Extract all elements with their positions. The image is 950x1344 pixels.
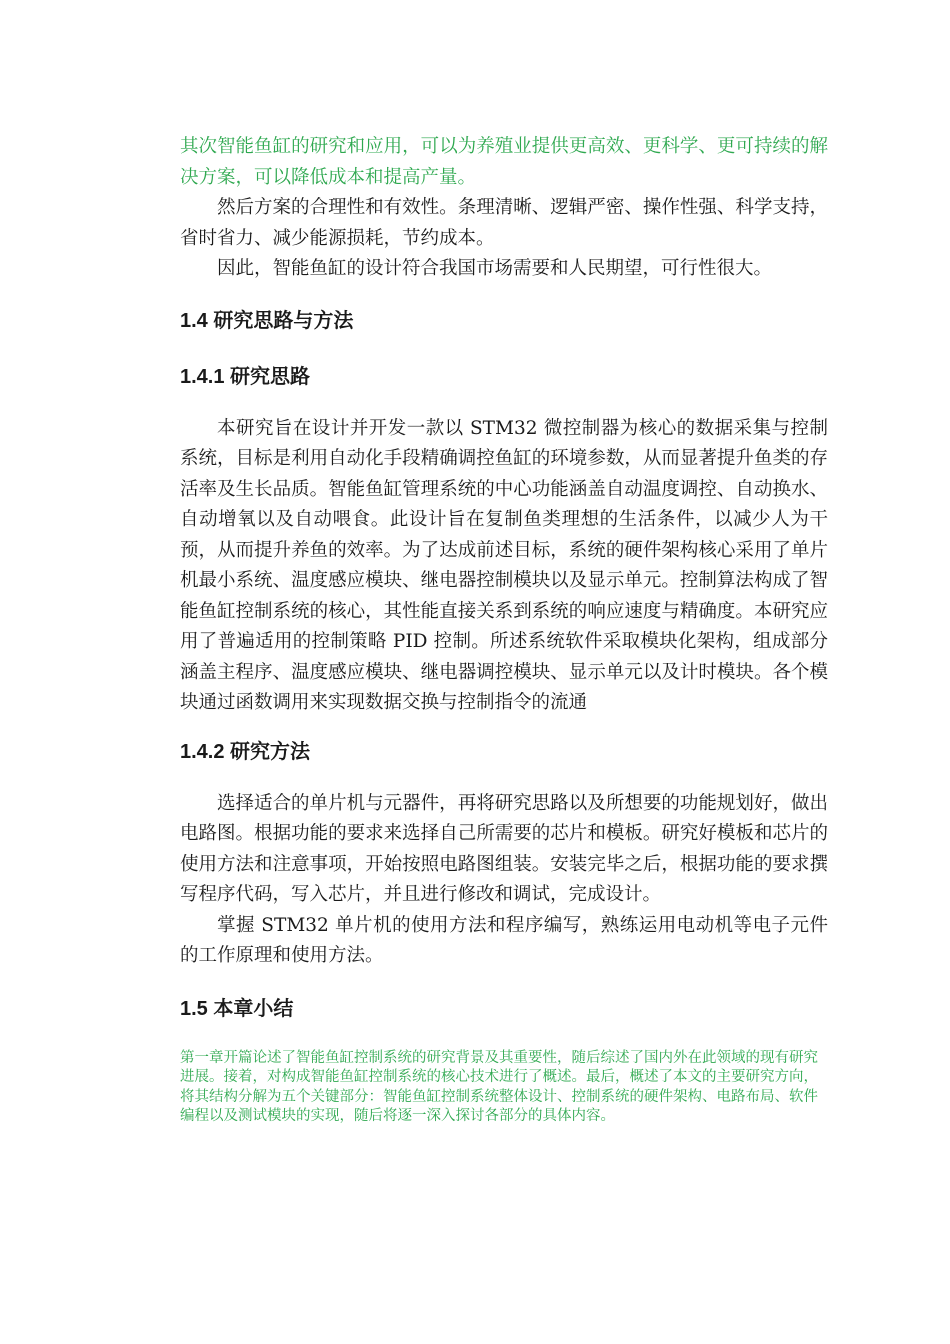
- heading-1-4: 1.4 研究思路与方法: [180, 309, 354, 332]
- research-method-paragraph-1: 选择适合的单片机与元器件，再将研究思路以及所想要的功能规划好，做出电路图。根据功能的要求来选择自己所需要的芯片和模板。研究好模板和芯片的使用方法和注意事项，开始按照电路图组装。安装完毕之后，根据功能的要求撰写程序代码，写入芯片，并且进行修改和调试，完成设计。: [180, 792, 828, 905]
- heading-1-5: 1.5 本章小结: [180, 997, 294, 1020]
- heading-1-4-2: 1.4.2 研究方法: [180, 740, 311, 763]
- chapter-summary-paragraph: 第一章开篇论述了智能鱼缸控制系统的研究背景及其重要性，随后综述了国内外在此领域的现有研究进展。接着，对构成智能鱼缸控制系统的核心技术进行了概述。最后，概述了本文的主要研究方向，将其结构分解为五个关键部分：智能鱼缸控制系统整体设计、控制系统的硬件架构、电路布局、软件编程以及测试模块的实现，随后将逐一深入探讨各部分的具体内容。: [180, 1049, 818, 1124]
- document-page: [180, 132, 828, 1127]
- intro-green-paragraph: 其次智能鱼缸的研究和应用，可以为养殖业提供更高效、更科学、更可持续的解决方案，可以降低成本和提高产量。: [180, 136, 828, 188]
- research-method-paragraph-2: 掌握 STM32 单片机的使用方法和程序编写，熟练运用电动机等电子元件的工作原理和使用方法。: [180, 914, 828, 966]
- heading-1-4-1: 1.4.1 研究思路: [180, 365, 311, 388]
- research-idea-paragraph: 本研究旨在设计并开发一款以 STM32 微控制器为核心的数据采集与控制系统，目标是利用自动化手段精确调控鱼缸的环境参数，从而显著提升鱼类的存活率及生长品质。智能鱼缸管理系统的中心功能涵盖自动温度调控、自动换水、自动增氧以及自动喂食。此设计旨在复制鱼类理想的生活条件，以减少人为干预，从而提升养鱼的效率。为了达成前述目标，系统的硬件架构核心采用了单片机最小系统、温度感应模块、继电器控制模块以及显示单元。控制算法构成了智能鱼缸控制系统的核心，其性能直接关系到系统的响应速度与精确度。本研究应用了普遍适用的控制策略 PID 控制。所述系统软件采取模块化架构，组成部分涵盖主程序、温度感应模块、继电器调控模块、显示单元以及计时模块。各个模块通过函数调用来实现数据交换与控制指令的流通: [180, 417, 828, 713]
- intro-paragraph-2: 然后方案的合理性和有效性。条理清晰、逻辑严密、操作性强、科学支持，省时省力、减少能源损耗，节约成本。: [180, 197, 828, 249]
- intro-paragraph-3: 因此，智能鱼缸的设计符合我国市场需要和人民期望，可行性很大。: [217, 258, 773, 279]
